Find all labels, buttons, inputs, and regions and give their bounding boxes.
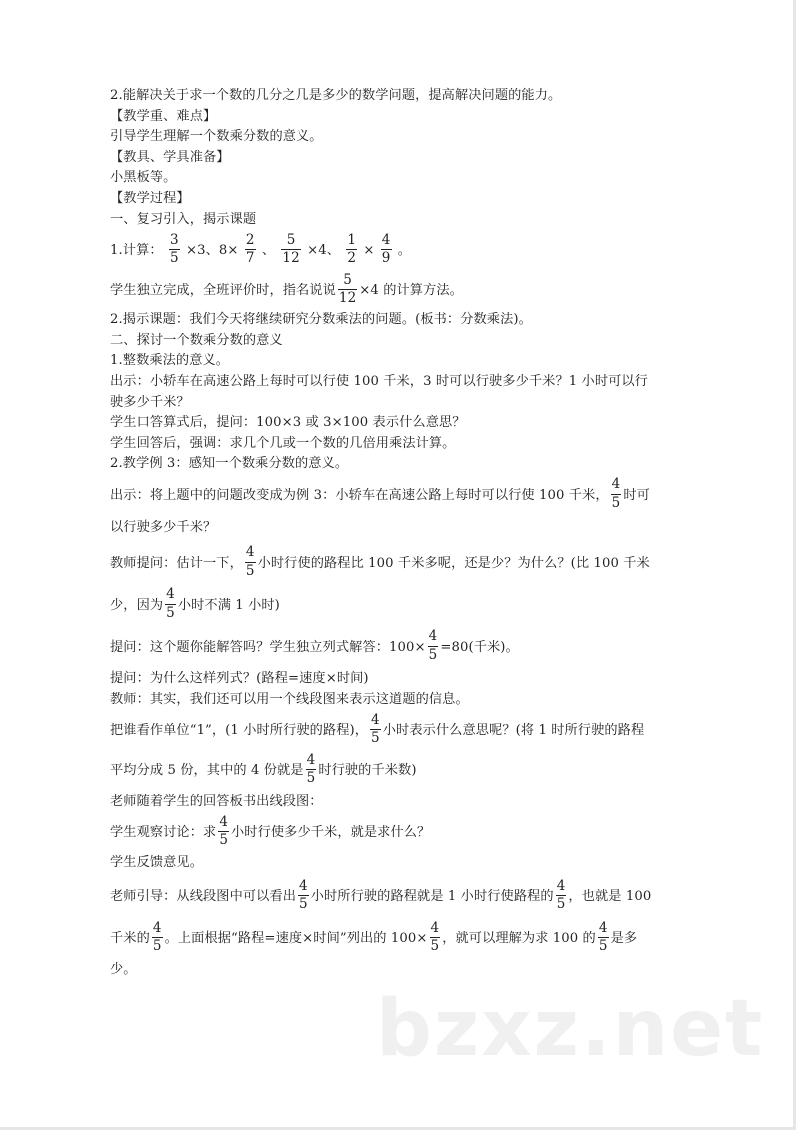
heading-key-points: 【教学重、难点】 xyxy=(110,108,217,124)
key-points-text: 引导学生理解一个数乘分数的意义。 xyxy=(110,129,323,145)
calc-exercise-line: 1.计算： $\frac{3}{5}$ ×3、8× $\frac{2}{7}$ 、 $\frac{5}{12}$ ×4、 $\frac{1}{2}$ × $\frac{4}{9}$ 。 xyxy=(110,231,412,267)
paragraph-line: 学生观察讨论：求 $\frac{4}{5}$ 小时行使多少千米，就是求什么？ xyxy=(110,813,431,849)
fraction: $\frac{4}{5}$ xyxy=(152,919,162,955)
paragraph-line: 学生回答后，强调：求几个几或一个数的几倍用乘法计算。 xyxy=(110,435,456,451)
fraction: $\frac{5}{12}$ xyxy=(338,271,357,307)
fraction: $\frac{2}{7}$ xyxy=(245,231,255,267)
paragraph-line: 教师：其实，我们还可以用一个线段图来表示这道题的信息。 xyxy=(110,691,469,707)
paragraph-line: 老师随着学生的回答板书出线段图： xyxy=(110,794,323,810)
paragraph-line: 出示：小轿车在高速公路上每时可以行使 100 千米，3 时可以行驶多少千米？1 小时可以行 xyxy=(110,373,648,389)
fraction: $\frac{4}{5}$ xyxy=(598,919,608,955)
paragraph-line: 学生独立完成，全班评价时，指名说说 $\frac{5}{12}$ ×4 的计算方法。 xyxy=(110,271,463,307)
paragraph-line: 2.教学例 3：感知一个数乘分数的意义。 xyxy=(110,456,349,472)
paragraph-line: 驶多少千米？ xyxy=(110,394,190,410)
fraction: $\frac{4}{5}$ xyxy=(299,877,308,913)
materials-text: 小黑板等。 xyxy=(110,170,177,186)
fraction: $\frac{4}{9}$ xyxy=(381,231,391,267)
heading-materials: 【教具、学具准备】 xyxy=(110,149,230,165)
fraction: $\frac{4}{5}$ xyxy=(219,813,229,849)
paragraph-line: 2.揭示课题：我们今天将继续研究分数乘法的问题。(板书：分数乘法)。 xyxy=(110,312,532,328)
section-1-title: 一、复习引入，揭示课题 xyxy=(110,211,257,227)
fraction: $\frac{4}{5}$ xyxy=(371,711,380,747)
paragraph-line: 千米的 $\frac{4}{5}$ 。上面根据“路程=速度×时间”列出的 100× $\frac{4}{5}$ ，就可以理解为求 100 的 $\frac{4}{5}$ 是多 xyxy=(110,919,638,955)
fraction: $\frac{3}{5}$ xyxy=(169,231,179,267)
paragraph-line: 以行驶多少千米？ xyxy=(110,519,217,535)
fraction: $\frac{1}{2}$ xyxy=(347,231,357,267)
paragraph-line: 1.整数乘法的意义。 xyxy=(110,353,230,369)
paragraph-line: 少。 xyxy=(110,962,137,978)
section-2-title: 二、探讨一个数乘分数的意义 xyxy=(110,332,283,348)
heading-process: 【教学过程】 xyxy=(110,190,190,206)
fraction: $\frac{4}{5}$ xyxy=(556,877,566,913)
fraction: $\frac{4}{5}$ xyxy=(430,919,440,955)
document-body xyxy=(110,86,700,981)
fraction: $\frac{4}{5}$ xyxy=(245,544,255,579)
paragraph-line: 少，因为 $\frac{4}{5}$ 小时不满 1 小时) xyxy=(110,586,280,621)
paragraph-line: 提问：为什么这样列式？(路程=速度×时间) xyxy=(110,670,369,686)
paragraph-line: 老师引导：从线段图中可以看出 $\frac{4}{5}$ 小时所行驶的路程就是 1 小时行使路程的 $\frac{4}{5}$ ，也就是 100 xyxy=(110,877,652,913)
paragraph-line: 把谁看作单位“1”，(1 小时所行驶的路程)， $\frac{4}{5}$ 小时表示什么意思呢？(将 1 时所行驶的路程 xyxy=(110,711,645,747)
paragraph-line: 学生反馈意见。 xyxy=(110,855,204,871)
fraction: $\frac{4}{5}$ xyxy=(306,751,316,787)
paragraph-line: 提问：这个题你能解答吗？学生独立列式解答：100× $\frac{4}{5}$ =80(千米)。 xyxy=(110,628,519,663)
objective-2: 2.能解决关于求一个数的几分之几是多少的数学问题，提高解决问题的能力。 xyxy=(110,88,562,103)
fraction: $\frac{4}{5}$ xyxy=(611,476,621,511)
paragraph-line: 平均分成 5 份，其中的 4 份就是 $\frac{4}{5}$ 时行驶的千米数) xyxy=(110,751,417,787)
paragraph-line: 出示：将上题中的问题改变成为例 3：小轿车在高速公路上每时可以行使 100 千米， $\frac{4}{5}$ 时可 xyxy=(110,476,650,511)
fraction: $\frac{5}{12}$ xyxy=(282,231,300,267)
paragraph-line: 教师提问：估计一下， $\frac{4}{5}$ 小时行使的路程比 100 千米多呢，还是少？为什么？(比 100 千米 xyxy=(110,544,650,579)
watermark: bzxz.net xyxy=(376,984,765,1074)
paragraph-line: 学生口答算式后，提问：100×3 或 3×100 表示什么意思？ xyxy=(110,415,466,431)
fraction: $\frac{4}{5}$ xyxy=(428,628,438,663)
fraction: $\frac{4}{5}$ xyxy=(166,586,175,621)
